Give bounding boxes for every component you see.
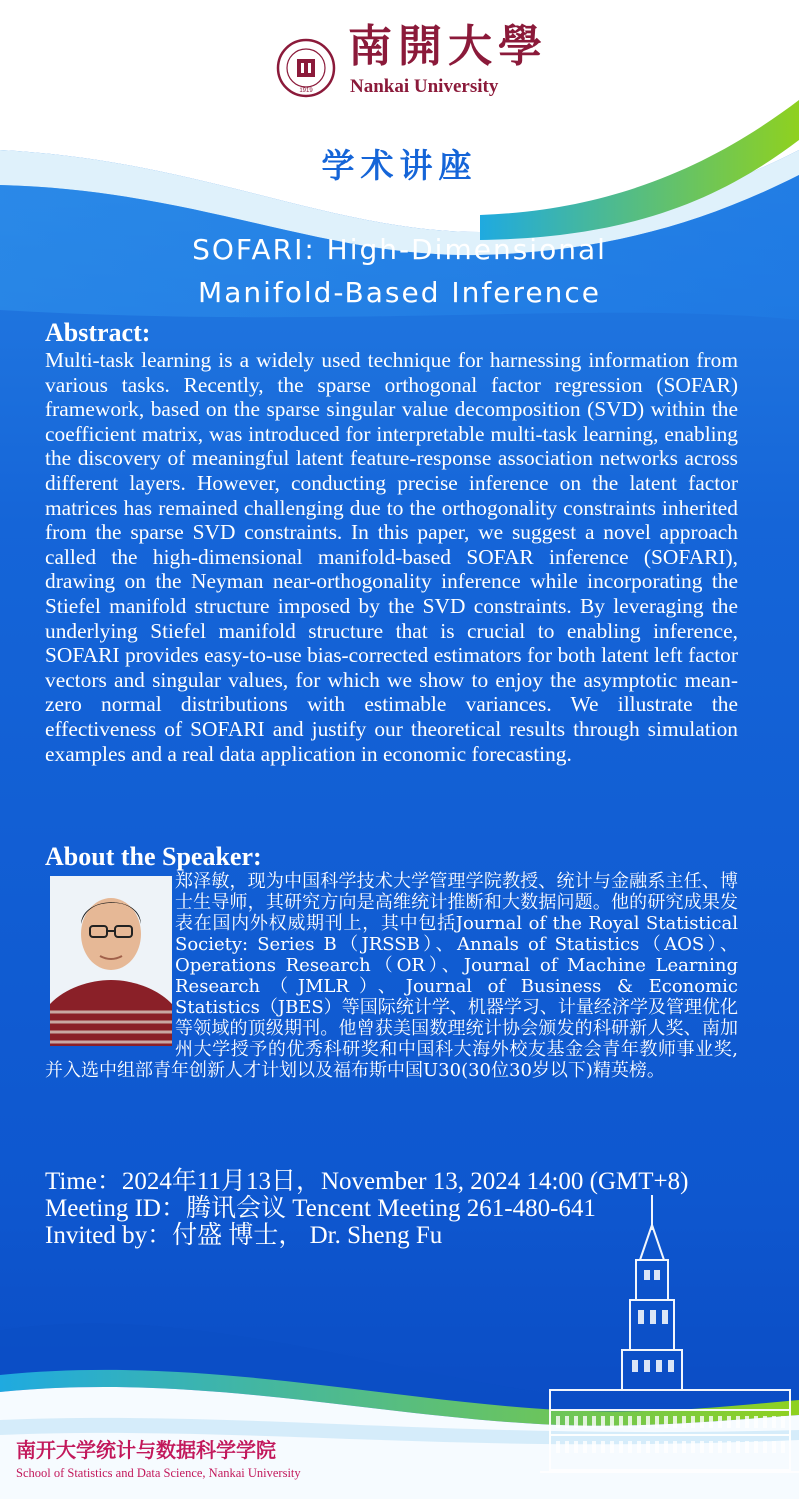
building-window [727,1441,731,1453]
event-meeting-id: Meeting ID：腾讯会议 Tencent Meeting 261-480-641 [45,1195,596,1222]
event-time: Time：2024年11月13日，November 13, 2024 14:00 (GMT+8) [45,1168,689,1195]
building-window [682,1441,686,1453]
building-window [754,1416,758,1428]
building-window [673,1416,677,1428]
svg-text:1919: 1919 [299,88,313,94]
building-window [664,1441,668,1453]
building-window [691,1416,695,1428]
building-window [763,1441,767,1453]
university-name-chinese: 南開大學 [348,21,548,72]
building-window [565,1441,569,1453]
building-window [736,1416,740,1428]
speaker-bio [45,871,738,1081]
building-window [583,1441,587,1453]
campus-building-illustration [540,1190,799,1499]
building-window [664,1416,668,1428]
building-window [691,1441,695,1453]
event-invited-by: Invited by：付盛 博士， Dr. Sheng Fu [45,1222,443,1249]
building-window [601,1416,605,1428]
talk-title-line-1: SOFARI: High-Dimensional [192,233,607,266]
building-window [718,1441,722,1453]
building-window [745,1416,749,1428]
talk-title [0,228,799,314]
abstract-heading: Abstract: [45,318,151,347]
school-name-chinese: 南开大学统计与数据科学学院 [16,1438,276,1462]
building-window [763,1416,767,1428]
building-window [583,1416,587,1428]
building-window [772,1441,776,1453]
building-window [574,1416,578,1428]
building-window [646,1416,650,1428]
building-window [700,1441,704,1453]
building-window [619,1416,623,1428]
building-window [700,1416,704,1428]
building-window [556,1441,560,1453]
building-window [673,1441,677,1453]
building-window [574,1441,578,1453]
abstract-text: Multi-task learning is a widely used technique for harnessing information from various tasks. Recently, the sparse orthogonal factor regression (SOFAR) framework, based on the sparse singular value decomposition (SVD) within the coefficient matrix, was introduced for interpretable multi-task learning, enabling the discovery of meaningful latent feature-response association networks across different layers. However, conducting precise inference on the latent factor matrices has remained challenging due to the orthogonality constraints inherited from the sparse SVD constraints. In this paper, we suggest a novel approach called the high-dimensional manifold-based SOFAR inference (SOFARI), drawing on the Neyman near-orthogonality inference while incorporating the Stiefel manifold structure imposed by the SVD constraints. By leveraging the underlying Stiefel manifold structure that is crucial to enabling inference, SOFARI provides easy-to-use bias-corrected estimators for both latent left factor vectors and singular values, for which we show to enjoy the asymptotic mean-zero normal distributions with estimable variances. We illustrate the effectiveness of SOFARI and justify our theoretical results through simulation examples and a real data application in economic forecasting. [45,348,738,766]
university-name-english: Nankai University [350,76,499,97]
building-window [655,1416,659,1428]
school-name-english: School of Statistics and Data Science, Nankai University [16,1466,301,1480]
building-window [628,1441,632,1453]
building-window [772,1416,776,1428]
building-window [781,1441,785,1453]
building-window [601,1441,605,1453]
building-window [646,1441,650,1453]
building-window [709,1441,713,1453]
building-window [637,1416,641,1428]
building-window [754,1441,758,1453]
building-window [709,1416,713,1428]
building-window [610,1441,614,1453]
lecture-label: 学术讲座 [321,146,478,185]
building-window [718,1416,722,1428]
building-window [727,1416,731,1428]
building-window [736,1441,740,1453]
building-window [610,1416,614,1428]
building-window [628,1416,632,1428]
speaker-heading: About the Speaker: [45,842,262,871]
building-window [592,1416,596,1428]
building-window [556,1416,560,1428]
building-window [565,1416,569,1428]
building-window [781,1416,785,1428]
building-window [745,1441,749,1453]
building-window [655,1441,659,1453]
nankai-seal-logo [276,38,336,98]
building-window [682,1416,686,1428]
speaker-bio-text: 郑泽敏，现为中国科学技术大学管理学院教授、统计与金融系主任、博士生导师，其研究方向是高维统计推断和大数据问题。他的研究成果发表在国内外权威期刊上，其中包括Journal of the Royal Statistical Society: Series B（JRSSB）、Annals of Statistics（AOS）、Operations Research（OR）、Journal of Machine Learning Research（JMLR）、Journal of Business & Economic Statistics（JBES）等国际统计学、机器学习、计量经济学及管理优化等领域的顶级期刊。他曾获美国数理统计协会颁发的科研新人奖、南加州大学授予的优秀科研奖和中国科大海外校友基金会青年教师事业奖,并入选中组部青年创新人才计划以及福布斯中国U30(30位30岁以下)精英榜。 [45,871,738,1081]
building-window [637,1441,641,1453]
building-window [619,1441,623,1453]
talk-title-line-2: Manifold-Based Inference [198,276,601,309]
building-window [592,1441,596,1453]
photo-spacer [45,871,175,1051]
